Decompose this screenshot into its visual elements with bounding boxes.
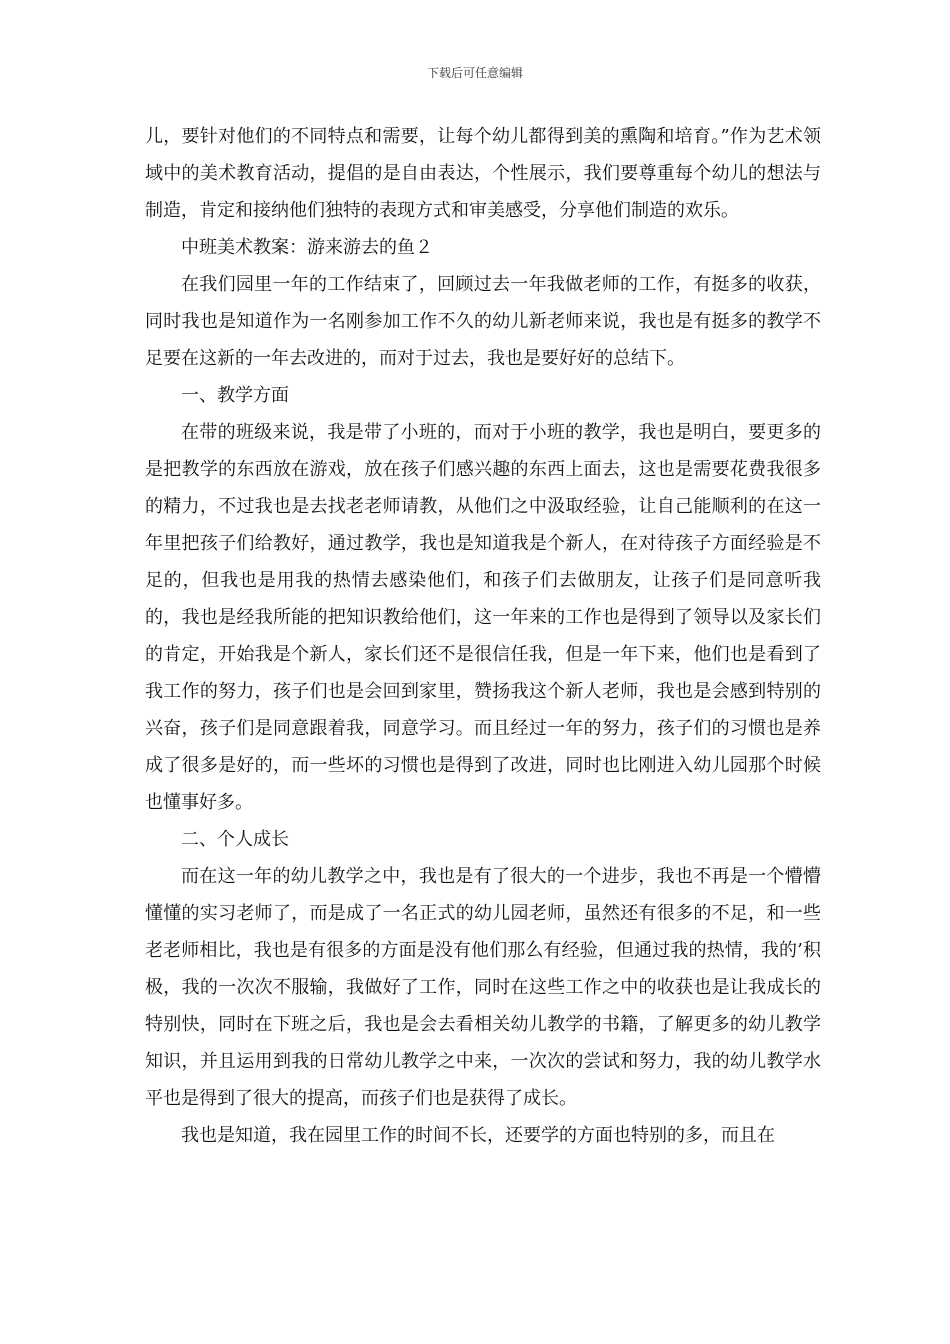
heading-growth: 二、个人成长 — [181, 829, 289, 850]
paragraph-growth: 而在这一年的幼儿教学之中，我也是有了很大的一个进步，我也不再是一个懵懵懂懂的实习老师了，而是成了一名正式的幼儿园老师，虽然还有很多的不足，和一些老老师相比，我也是有很多的方面是没有他们那么有经验，但通过我的热情，我的’积极，我的一次次不服输，我做好了工作，同时在这些工作之中的收获也是让我成长的特别快，同时在下班之后，我也是会去看相关幼儿教学的书籍，了解更多的幼儿教学知识，并且运用到我的日常幼儿教学之中来，一次次的尝试和努力，我的幼儿教学水平也是得到了很大的提高，而孩子们也是获得了成长。 — [145, 866, 821, 1109]
paragraph-closing: 我也是知道，我在园里工作的时间不长，还要学的方面也特别的多，而且在 — [181, 1125, 775, 1146]
section-title-lesson: 中班美术教案：游来游去的鱼２ — [181, 237, 433, 258]
heading-teaching: 一、教学方面 — [181, 385, 289, 406]
document-body — [145, 118, 821, 1154]
paragraph-teaching: 在带的班级来说，我是带了小班的，而对于小班的教学，我也是明白，要更多的是把教学的东西放在游戏，放在孩子们感兴趣的东西上面去，这也是需要花费我很多的精力，不过我也是去找老老师请教，从他们之中汲取经验，让自己能顺利的在这一年里把孩子们给教好，通过教学，我也是知道我是个新人，在对待孩子方面经验是不足的，但我也是用我的热情去感染他们，和孩子们去做朋友，让孩子们是同意听我的，我也是经我所能的把知识教给他们，这一年来的工作也是得到了领导以及家长们的肯定，开始我是个新人，家长们还不是很信任我，但是一年下来，他们也是看到了我工作的努力，孩子们也是会回到家里，赞扬我这个新人老师，我也是会感到特别的兴奋，孩子们是同意跟着我，同意学习。而且经过一年的努力，孩子们的习惯也是养成了很多是好的，而一些坏的习惯也是得到了改进，同时也比刚进入幼儿园那个时候也懂事好多。 — [145, 422, 821, 813]
page-header: 下载后可任意编辑 — [426, 66, 523, 80]
paragraph-intro: 在我们园里一年的工作结束了，回顾过去一年我做老师的工作，有挺多的收获，同时我也是知道作为一名刚参加工作不久的幼儿新老师来说，我也是有挺多的教学不足要在这新的一年去改进的，而对于过去，我也是要好好的总结下。 — [145, 274, 821, 369]
paragraph-continuation: 儿，要针对他们的不同特点和需要，让每个幼儿都得到美的熏陶和培育。”作为艺术领域中的美术教育活动，提倡的是自由表达，个性展示，我们要尊重每个幼儿的想法与制造，肯定和接纳他们独特的表现方式和审美感受，分享他们制造的欢乐。 — [145, 126, 821, 221]
